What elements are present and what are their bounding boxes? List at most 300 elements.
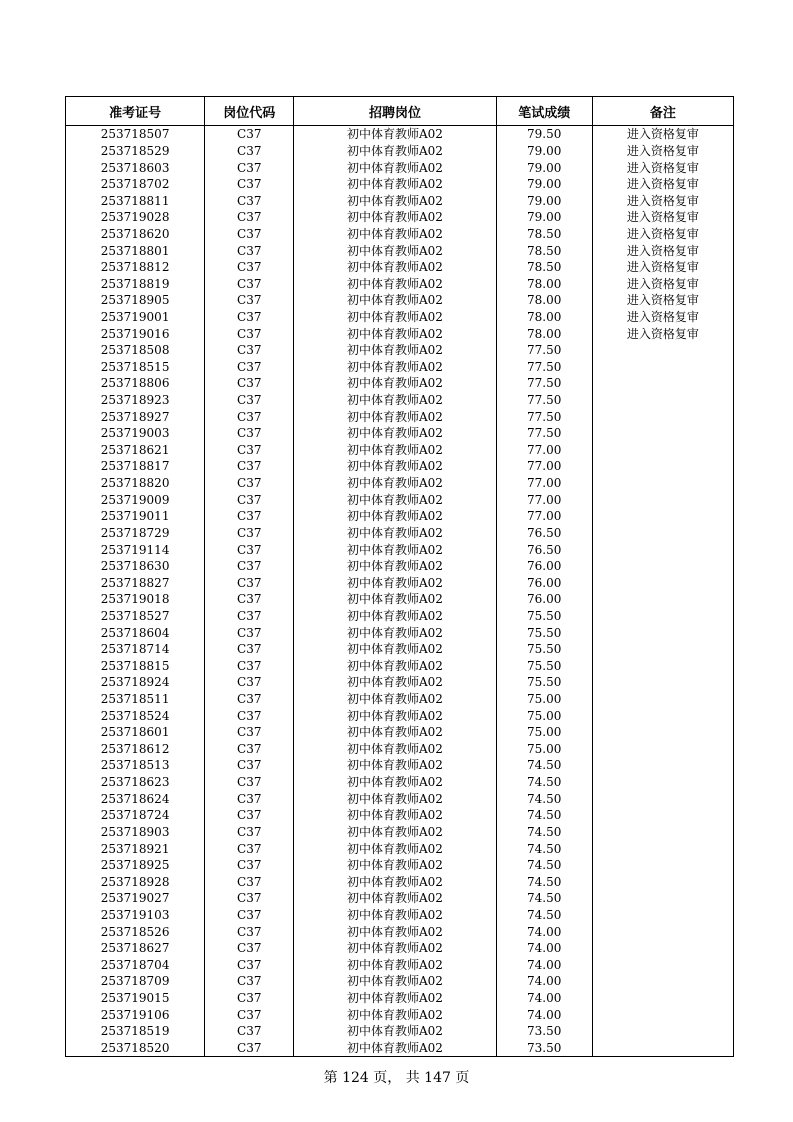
cell-remarks — [592, 873, 733, 890]
cell-position-name: 初中体育教师A02 — [294, 275, 496, 292]
cell-remarks — [592, 641, 733, 658]
table-row — [66, 973, 734, 990]
cell-position-name: 初中体育教师A02 — [294, 691, 496, 708]
cell-written-score: 75.00 — [496, 707, 592, 724]
cell-position-name: 初中体育教师A02 — [294, 674, 496, 691]
cell-position-name: 初中体育教师A02 — [294, 491, 496, 508]
cell-position-name: 初中体育教师A02 — [294, 325, 496, 342]
cell-position-name: 初中体育教师A02 — [294, 359, 496, 376]
table-row — [66, 741, 734, 758]
cell-position-name: 初中体育教师A02 — [294, 591, 496, 608]
cell-written-score: 74.00 — [496, 990, 592, 1007]
table-row — [66, 890, 734, 907]
cell-exam-id: 253718519 — [66, 1023, 205, 1040]
cell-written-score: 78.00 — [496, 325, 592, 342]
cell-remarks — [592, 741, 733, 758]
table-row — [66, 873, 734, 890]
cell-written-score: 76.50 — [496, 541, 592, 558]
cell-exam-id: 253719027 — [66, 890, 205, 907]
cell-remarks — [592, 392, 733, 409]
cell-written-score: 74.50 — [496, 757, 592, 774]
cell-position-name: 初中体育教师A02 — [294, 641, 496, 658]
cell-written-score: 79.00 — [496, 209, 592, 226]
cell-written-score: 77.50 — [496, 375, 592, 392]
cell-exam-id: 253719016 — [66, 325, 205, 342]
cell-remarks — [592, 973, 733, 990]
header-exam-id: 准考证号 — [66, 97, 205, 126]
cell-exam-id: 253718508 — [66, 342, 205, 359]
cell-remarks — [592, 491, 733, 508]
cell-position-code: C37 — [205, 591, 294, 608]
cell-written-score: 79.00 — [496, 176, 592, 193]
cell-position-name: 初中体育教师A02 — [294, 990, 496, 1007]
cell-written-score: 76.00 — [496, 591, 592, 608]
cell-exam-id: 253718511 — [66, 691, 205, 708]
cell-exam-id: 253719106 — [66, 1006, 205, 1023]
cell-written-score: 74.50 — [496, 873, 592, 890]
cell-remarks — [592, 890, 733, 907]
cell-position-name: 初中体育教师A02 — [294, 724, 496, 741]
cell-remarks — [592, 624, 733, 641]
cell-position-code: C37 — [205, 624, 294, 641]
cell-position-name: 初中体育教师A02 — [294, 143, 496, 160]
cell-position-code: C37 — [205, 807, 294, 824]
cell-exam-id: 253718820 — [66, 475, 205, 492]
cell-position-name: 初中体育教师A02 — [294, 192, 496, 209]
table-row — [66, 192, 734, 209]
cell-position-code: C37 — [205, 143, 294, 160]
cell-position-name: 初中体育教师A02 — [294, 807, 496, 824]
table-row — [66, 857, 734, 874]
cell-position-name: 初中体育教师A02 — [294, 857, 496, 874]
cell-position-name: 初中体育教师A02 — [294, 558, 496, 575]
cell-remarks — [592, 707, 733, 724]
table-row — [66, 309, 734, 326]
cell-exam-id: 253718806 — [66, 375, 205, 392]
cell-exam-id: 253718923 — [66, 392, 205, 409]
table-row — [66, 840, 734, 857]
cell-exam-id: 253718604 — [66, 624, 205, 641]
table-row — [66, 242, 734, 259]
cell-exam-id: 253718627 — [66, 940, 205, 957]
cell-position-code: C37 — [205, 425, 294, 442]
cell-exam-id: 253718817 — [66, 458, 205, 475]
cell-position-code: C37 — [205, 774, 294, 791]
cell-written-score: 75.00 — [496, 741, 592, 758]
cell-position-name: 初中体育教师A02 — [294, 940, 496, 957]
cell-position-code: C37 — [205, 259, 294, 276]
cell-position-name: 初中体育教师A02 — [294, 608, 496, 625]
cell-written-score: 77.00 — [496, 508, 592, 525]
cell-exam-id: 253718924 — [66, 674, 205, 691]
cell-remarks — [592, 990, 733, 1007]
cell-position-name: 初中体育教师A02 — [294, 790, 496, 807]
cell-exam-id: 253718527 — [66, 608, 205, 625]
cell-position-name: 初中体育教师A02 — [294, 907, 496, 924]
cell-written-score: 79.00 — [496, 192, 592, 209]
cell-remarks — [592, 674, 733, 691]
table-row — [66, 824, 734, 841]
cell-position-code: C37 — [205, 757, 294, 774]
cell-remarks — [592, 658, 733, 675]
table-row — [66, 275, 734, 292]
cell-position-name: 初中体育教师A02 — [294, 242, 496, 259]
table-header-row — [66, 97, 734, 126]
table-row — [66, 458, 734, 475]
cell-remarks — [592, 774, 733, 791]
cell-position-code: C37 — [205, 857, 294, 874]
cell-position-code: C37 — [205, 956, 294, 973]
cell-position-name: 初中体育教师A02 — [294, 824, 496, 841]
cell-position-code: C37 — [205, 707, 294, 724]
table-row — [66, 658, 734, 675]
table-row — [66, 209, 734, 226]
cell-written-score: 77.00 — [496, 458, 592, 475]
cell-remarks: 进入资格复审 — [592, 192, 733, 209]
cell-position-name: 初中体育教师A02 — [294, 475, 496, 492]
header-remarks: 备注 — [592, 97, 733, 126]
table-row — [66, 226, 734, 243]
cell-written-score: 75.50 — [496, 658, 592, 675]
cell-position-code: C37 — [205, 442, 294, 459]
table-row — [66, 608, 734, 625]
cell-exam-id: 253718905 — [66, 292, 205, 309]
cell-position-name: 初中体育教师A02 — [294, 774, 496, 791]
cell-written-score: 74.00 — [496, 923, 592, 940]
cell-position-code: C37 — [205, 907, 294, 924]
cell-exam-id: 253718524 — [66, 707, 205, 724]
table-row — [66, 259, 734, 276]
cell-remarks — [592, 940, 733, 957]
table-row — [66, 558, 734, 575]
cell-position-code: C37 — [205, 226, 294, 243]
table-row — [66, 790, 734, 807]
cell-remarks — [592, 923, 733, 940]
cell-exam-id: 253718729 — [66, 525, 205, 542]
cell-position-code: C37 — [205, 359, 294, 376]
cell-written-score: 75.50 — [496, 674, 592, 691]
table-row — [66, 143, 734, 160]
cell-written-score: 76.00 — [496, 558, 592, 575]
table-row — [66, 126, 734, 143]
cell-exam-id: 253718801 — [66, 242, 205, 259]
table-row — [66, 541, 734, 558]
cell-remarks: 进入资格复审 — [592, 275, 733, 292]
cell-exam-id: 253718601 — [66, 724, 205, 741]
cell-remarks — [592, 425, 733, 442]
table-row — [66, 641, 734, 658]
table-row — [66, 508, 734, 525]
cell-exam-id: 253718812 — [66, 259, 205, 276]
cell-exam-id: 253719011 — [66, 508, 205, 525]
cell-remarks — [592, 757, 733, 774]
cell-written-score: 78.00 — [496, 309, 592, 326]
cell-position-code: C37 — [205, 375, 294, 392]
cell-exam-id: 253718811 — [66, 192, 205, 209]
table-row — [66, 292, 734, 309]
cell-exam-id: 253718903 — [66, 824, 205, 841]
cell-written-score: 78.00 — [496, 292, 592, 309]
cell-position-code: C37 — [205, 840, 294, 857]
cell-written-score: 77.00 — [496, 442, 592, 459]
cell-position-name: 初中体育教师A02 — [294, 890, 496, 907]
cell-position-code: C37 — [205, 741, 294, 758]
cell-position-name: 初中体育教师A02 — [294, 342, 496, 359]
table-body — [66, 126, 734, 1057]
cell-position-name: 初中体育教师A02 — [294, 425, 496, 442]
table-row — [66, 408, 734, 425]
cell-position-code: C37 — [205, 574, 294, 591]
table-row — [66, 475, 734, 492]
table-row — [66, 392, 734, 409]
cell-exam-id: 253718724 — [66, 807, 205, 824]
cell-position-name: 初中体育教师A02 — [294, 126, 496, 143]
cell-remarks — [592, 840, 733, 857]
cell-remarks: 进入资格复审 — [592, 143, 733, 160]
cell-position-name: 初中体育教师A02 — [294, 873, 496, 890]
table-row — [66, 1023, 734, 1040]
cell-remarks: 进入资格复审 — [592, 159, 733, 176]
cell-position-code: C37 — [205, 790, 294, 807]
cell-remarks — [592, 724, 733, 741]
table-row — [66, 375, 734, 392]
table-row — [66, 159, 734, 176]
cell-exam-id: 253718921 — [66, 840, 205, 857]
cell-position-code: C37 — [205, 292, 294, 309]
cell-position-code: C37 — [205, 940, 294, 957]
cell-position-code: C37 — [205, 541, 294, 558]
cell-exam-id: 253719001 — [66, 309, 205, 326]
table-row — [66, 707, 734, 724]
cell-position-code: C37 — [205, 126, 294, 143]
cell-position-name: 初中体育教师A02 — [294, 1006, 496, 1023]
cell-exam-id: 253718630 — [66, 558, 205, 575]
table-row — [66, 325, 734, 342]
cell-written-score: 74.50 — [496, 824, 592, 841]
header-written-score: 笔试成绩 — [496, 97, 592, 126]
cell-exam-id: 253718928 — [66, 873, 205, 890]
table-row — [66, 807, 734, 824]
cell-exam-id: 253719018 — [66, 591, 205, 608]
cell-remarks — [592, 807, 733, 824]
table-row — [66, 757, 734, 774]
cell-written-score: 78.50 — [496, 242, 592, 259]
cell-exam-id: 253719103 — [66, 907, 205, 924]
cell-remarks — [592, 1006, 733, 1023]
cell-written-score: 78.50 — [496, 226, 592, 243]
table-row — [66, 1006, 734, 1023]
cell-exam-id: 253718603 — [66, 159, 205, 176]
cell-remarks: 进入资格复审 — [592, 242, 733, 259]
cell-exam-id: 253718702 — [66, 176, 205, 193]
table-row — [66, 442, 734, 459]
cell-exam-id: 253718529 — [66, 143, 205, 160]
cell-position-code: C37 — [205, 608, 294, 625]
cell-position-name: 初中体育教师A02 — [294, 525, 496, 542]
cell-written-score: 74.50 — [496, 907, 592, 924]
cell-exam-id: 253718526 — [66, 923, 205, 940]
cell-remarks — [592, 574, 733, 591]
cell-remarks — [592, 824, 733, 841]
table-row — [66, 940, 734, 957]
cell-remarks — [592, 1023, 733, 1040]
table-row — [66, 425, 734, 442]
cell-remarks: 进入资格复审 — [592, 309, 733, 326]
cell-position-code: C37 — [205, 491, 294, 508]
table-row — [66, 990, 734, 1007]
cell-exam-id: 253718624 — [66, 790, 205, 807]
cell-written-score: 77.50 — [496, 342, 592, 359]
results-table — [65, 96, 734, 1057]
cell-position-name: 初中体育教师A02 — [294, 956, 496, 973]
cell-position-code: C37 — [205, 1040, 294, 1057]
cell-remarks — [592, 458, 733, 475]
cell-position-name: 初中体育教师A02 — [294, 574, 496, 591]
cell-position-code: C37 — [205, 973, 294, 990]
cell-position-name: 初中体育教师A02 — [294, 658, 496, 675]
cell-exam-id: 253718513 — [66, 757, 205, 774]
cell-position-code: C37 — [205, 674, 294, 691]
cell-written-score: 74.00 — [496, 973, 592, 990]
cell-written-score: 74.00 — [496, 956, 592, 973]
cell-exam-id: 253719015 — [66, 990, 205, 1007]
cell-exam-id: 253718620 — [66, 226, 205, 243]
cell-position-name: 初中体育教师A02 — [294, 741, 496, 758]
cell-position-name: 初中体育教师A02 — [294, 541, 496, 558]
header-position-code: 岗位代码 — [205, 97, 294, 126]
cell-remarks — [592, 375, 733, 392]
cell-position-code: C37 — [205, 342, 294, 359]
cell-position-code: C37 — [205, 392, 294, 409]
cell-written-score: 75.50 — [496, 624, 592, 641]
table-row — [66, 574, 734, 591]
cell-exam-id: 253718520 — [66, 1040, 205, 1057]
cell-position-name: 初中体育教师A02 — [294, 707, 496, 724]
cell-position-code: C37 — [205, 641, 294, 658]
cell-position-code: C37 — [205, 275, 294, 292]
cell-position-code: C37 — [205, 192, 294, 209]
page-number: 第 124 页， 共 147 页 — [323, 1070, 470, 1086]
table-row — [66, 591, 734, 608]
cell-written-score: 79.50 — [496, 126, 592, 143]
table-row — [66, 342, 734, 359]
cell-exam-id: 253718623 — [66, 774, 205, 791]
cell-position-code: C37 — [205, 525, 294, 542]
cell-exam-id: 253718827 — [66, 574, 205, 591]
cell-remarks — [592, 359, 733, 376]
cell-written-score: 77.00 — [496, 491, 592, 508]
cell-position-name: 初中体育教师A02 — [294, 923, 496, 940]
cell-written-score: 76.50 — [496, 525, 592, 542]
cell-position-name: 初中体育教师A02 — [294, 442, 496, 459]
cell-position-code: C37 — [205, 890, 294, 907]
table-row — [66, 624, 734, 641]
cell-remarks — [592, 691, 733, 708]
cell-written-score: 79.00 — [496, 143, 592, 160]
cell-position-name: 初中体育教师A02 — [294, 458, 496, 475]
cell-position-name: 初中体育教师A02 — [294, 226, 496, 243]
cell-remarks: 进入资格复审 — [592, 259, 733, 276]
cell-remarks — [592, 558, 733, 575]
cell-written-score: 74.50 — [496, 890, 592, 907]
cell-exam-id: 253718925 — [66, 857, 205, 874]
cell-remarks — [592, 342, 733, 359]
table-row — [66, 956, 734, 973]
cell-position-name: 初中体育教师A02 — [294, 292, 496, 309]
cell-remarks: 进入资格复审 — [592, 325, 733, 342]
cell-exam-id: 253718507 — [66, 126, 205, 143]
table-row — [66, 1040, 734, 1057]
cell-remarks: 进入资格复审 — [592, 176, 733, 193]
cell-position-name: 初中体育教师A02 — [294, 259, 496, 276]
table-row — [66, 359, 734, 376]
cell-position-code: C37 — [205, 1023, 294, 1040]
cell-written-score: 74.50 — [496, 790, 592, 807]
cell-position-code: C37 — [205, 923, 294, 940]
cell-position-code: C37 — [205, 691, 294, 708]
cell-remarks — [592, 790, 733, 807]
cell-position-code: C37 — [205, 508, 294, 525]
cell-written-score: 77.50 — [496, 408, 592, 425]
cell-remarks: 进入资格复审 — [592, 126, 733, 143]
cell-exam-id: 253718612 — [66, 741, 205, 758]
table-row — [66, 774, 734, 791]
table-row — [66, 525, 734, 542]
cell-exam-id: 253718815 — [66, 658, 205, 675]
cell-position-name: 初中体育教师A02 — [294, 392, 496, 409]
cell-exam-id: 253718927 — [66, 408, 205, 425]
cell-exam-id: 253719003 — [66, 425, 205, 442]
cell-exam-id: 253718819 — [66, 275, 205, 292]
cell-position-code: C37 — [205, 176, 294, 193]
cell-position-name: 初中体育教师A02 — [294, 375, 496, 392]
cell-position-code: C37 — [205, 325, 294, 342]
cell-position-code: C37 — [205, 309, 294, 326]
cell-remarks: 进入资格复审 — [592, 292, 733, 309]
cell-exam-id: 253718714 — [66, 641, 205, 658]
cell-remarks — [592, 475, 733, 492]
cell-remarks — [592, 442, 733, 459]
cell-written-score: 74.00 — [496, 940, 592, 957]
cell-exam-id: 253719009 — [66, 491, 205, 508]
cell-remarks — [592, 857, 733, 874]
cell-position-name: 初中体育教师A02 — [294, 176, 496, 193]
cell-written-score: 75.50 — [496, 641, 592, 658]
cell-exam-id: 253718621 — [66, 442, 205, 459]
cell-position-code: C37 — [205, 1006, 294, 1023]
cell-position-name: 初中体育教师A02 — [294, 408, 496, 425]
cell-exam-id: 253718515 — [66, 359, 205, 376]
cell-written-score: 79.00 — [496, 159, 592, 176]
cell-position-name: 初中体育教师A02 — [294, 1040, 496, 1057]
cell-remarks — [592, 956, 733, 973]
cell-written-score: 78.50 — [496, 259, 592, 276]
cell-position-code: C37 — [205, 824, 294, 841]
cell-position-name: 初中体育教师A02 — [294, 1023, 496, 1040]
cell-remarks — [592, 907, 733, 924]
cell-remarks — [592, 591, 733, 608]
cell-position-code: C37 — [205, 458, 294, 475]
cell-exam-id: 253719114 — [66, 541, 205, 558]
table-row — [66, 176, 734, 193]
cell-written-score: 76.00 — [496, 574, 592, 591]
cell-position-name: 初中体育教师A02 — [294, 840, 496, 857]
cell-written-score: 74.50 — [496, 840, 592, 857]
cell-remarks — [592, 525, 733, 542]
cell-exam-id: 253718704 — [66, 956, 205, 973]
cell-remarks: 进入资格复审 — [592, 226, 733, 243]
table-row — [66, 724, 734, 741]
